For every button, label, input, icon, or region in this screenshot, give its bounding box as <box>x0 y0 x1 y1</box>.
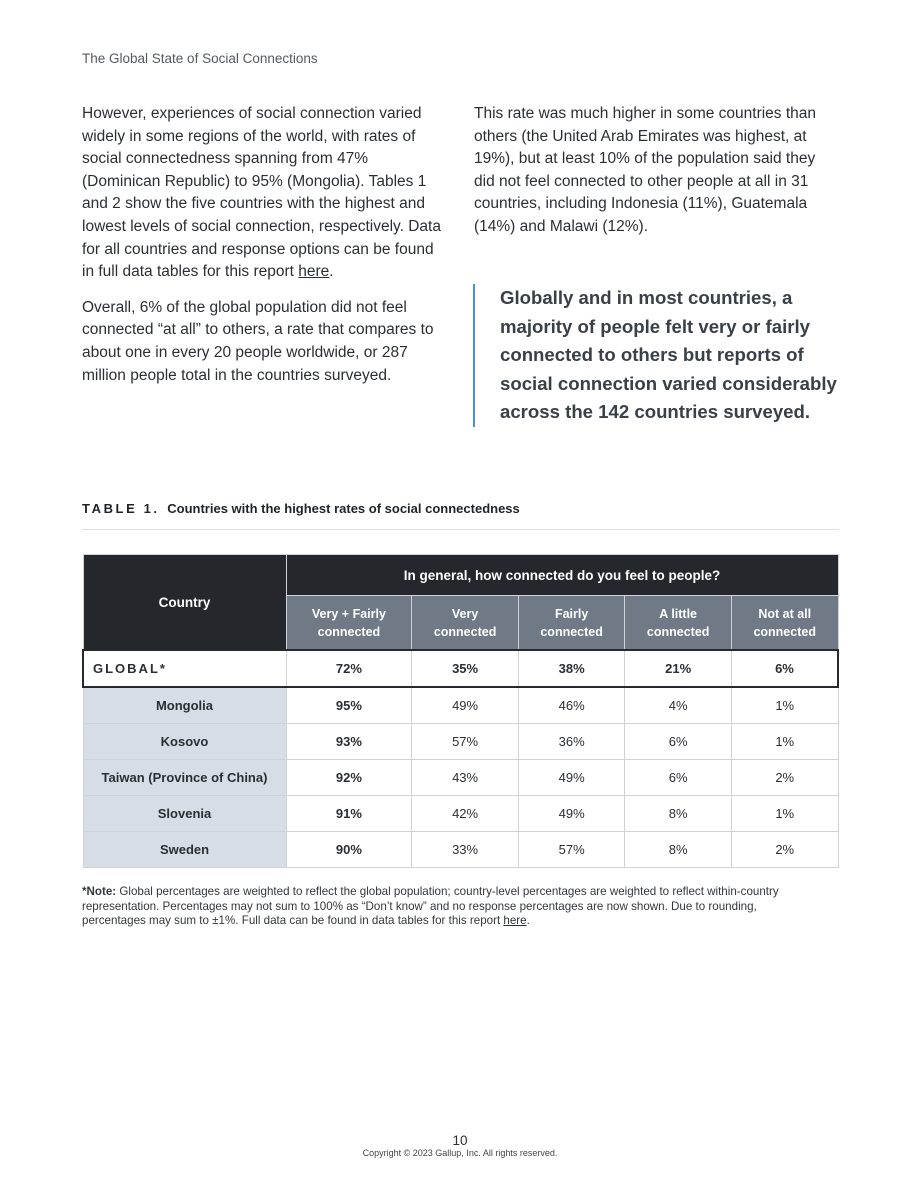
here-link[interactable]: here <box>503 914 527 928</box>
pull-quote: Globally and in most countries, a majority of people felt very or fairly connected to others but reports of social connection varied considerably across the 142 countries surveyed. <box>473 284 860 427</box>
value-cell: 92% <box>286 760 412 796</box>
value-cell: 36% <box>518 724 625 760</box>
value-cell: 90% <box>286 832 412 868</box>
value-cell: 6% <box>625 760 732 796</box>
col-very: Very connected <box>412 596 519 651</box>
header-question: In general, how connected do you feel to people? <box>286 555 838 596</box>
country-cell: GLOBAL* <box>83 650 286 687</box>
running-title: The Global State of Social Connections <box>82 51 318 66</box>
table-row <box>83 724 838 760</box>
value-cell: 38% <box>518 650 625 687</box>
right-column <box>474 103 834 252</box>
value-cell: 93% <box>286 724 412 760</box>
value-cell: 49% <box>412 687 519 724</box>
table-note <box>82 885 822 929</box>
paragraph <box>82 103 444 284</box>
col-very-fairly: Very + Fairly connected <box>286 596 412 651</box>
value-cell: 57% <box>412 724 519 760</box>
value-cell: 43% <box>412 760 519 796</box>
value-cell: 2% <box>731 832 838 868</box>
value-cell: 6% <box>731 650 838 687</box>
paragraph-end: . <box>329 263 334 281</box>
value-cell: 57% <box>518 832 625 868</box>
table-row <box>83 760 838 796</box>
col-not-at-all: Not at all connected <box>731 596 838 651</box>
value-cell: 33% <box>412 832 519 868</box>
note-label: *Note: <box>82 885 117 898</box>
country-cell: Sweden <box>83 832 286 868</box>
value-cell: 1% <box>731 796 838 832</box>
value-cell: 49% <box>518 760 625 796</box>
value-cell: 1% <box>731 724 838 760</box>
header-country: Country <box>83 555 286 651</box>
copyright: Copyright © 2023 Gallup, Inc. All rights reserved. <box>362 1148 558 1158</box>
page-number: 10 <box>452 1133 468 1148</box>
paragraph: This rate was much higher in some countries than others (the United Arab Emirates was highest, at 19%), but at least 10% of the population said they did not feel connected to other people at all in 31 countries, including Indonesia (11%), Guatemala (14%) and Malawi (12%). <box>474 105 817 235</box>
value-cell: 6% <box>625 724 732 760</box>
col-a-little: A little connected <box>625 596 732 651</box>
here-link[interactable]: here <box>298 263 330 281</box>
country-cell: Mongolia <box>83 687 286 724</box>
value-cell: 21% <box>625 650 732 687</box>
paragraph: Overall, 6% of the global population did not feel connected “at all” to others, a rate that compares to about one in every 20 people worldwide, or 287 million people total in the countries surveyed. <box>82 298 434 384</box>
country-cell: Slovenia <box>83 796 286 832</box>
note-end: . <box>526 914 530 928</box>
value-cell: 4% <box>625 687 732 724</box>
value-cell: 49% <box>518 796 625 832</box>
table-row <box>83 832 838 868</box>
value-cell: 8% <box>625 832 732 868</box>
value-cell: 2% <box>731 760 838 796</box>
value-cell: 35% <box>412 650 519 687</box>
table-row <box>83 796 838 832</box>
country-cell: Kosovo <box>83 724 286 760</box>
note-text: Global percentages are weighted to reflect the global population; country-level percentages are weighted to reflect within-country representation. Percentages may not sum to 100% as “Don’t know” and no response percentages are now shown. Due to rounding, percentages may sum to ±1%. Full data can be found in data tables for this report <box>82 885 779 928</box>
left-column <box>82 103 444 400</box>
value-cell: 95% <box>286 687 412 724</box>
col-fairly: Fairly connected <box>518 596 625 651</box>
value-cell: 46% <box>518 687 625 724</box>
value-cell: 1% <box>731 687 838 724</box>
paragraph-text: However, experiences of social connection varied widely in some regions of the world, with rates of social connectedness spanning from 47% (Dominican Republic) to 95% (Mongolia). Tables 1 and 2 show the five countries with the highest and lowest levels of social connection, respectively. Data for all countries and response options can be found in full data tables for this report <box>82 105 441 281</box>
table-row-global <box>83 650 838 687</box>
value-cell: 91% <box>286 796 412 832</box>
country-cell: Taiwan (Province of China) <box>83 760 286 796</box>
header-row <box>83 555 838 596</box>
value-cell: 72% <box>286 650 412 687</box>
table-label: TABLE 1. <box>82 501 160 516</box>
value-cell: 42% <box>412 796 519 832</box>
table-row <box>83 687 838 724</box>
table-title: Countries with the highest rates of social connectedness <box>167 501 520 516</box>
table-caption <box>82 501 839 530</box>
data-table <box>82 554 839 868</box>
value-cell: 8% <box>625 796 732 832</box>
